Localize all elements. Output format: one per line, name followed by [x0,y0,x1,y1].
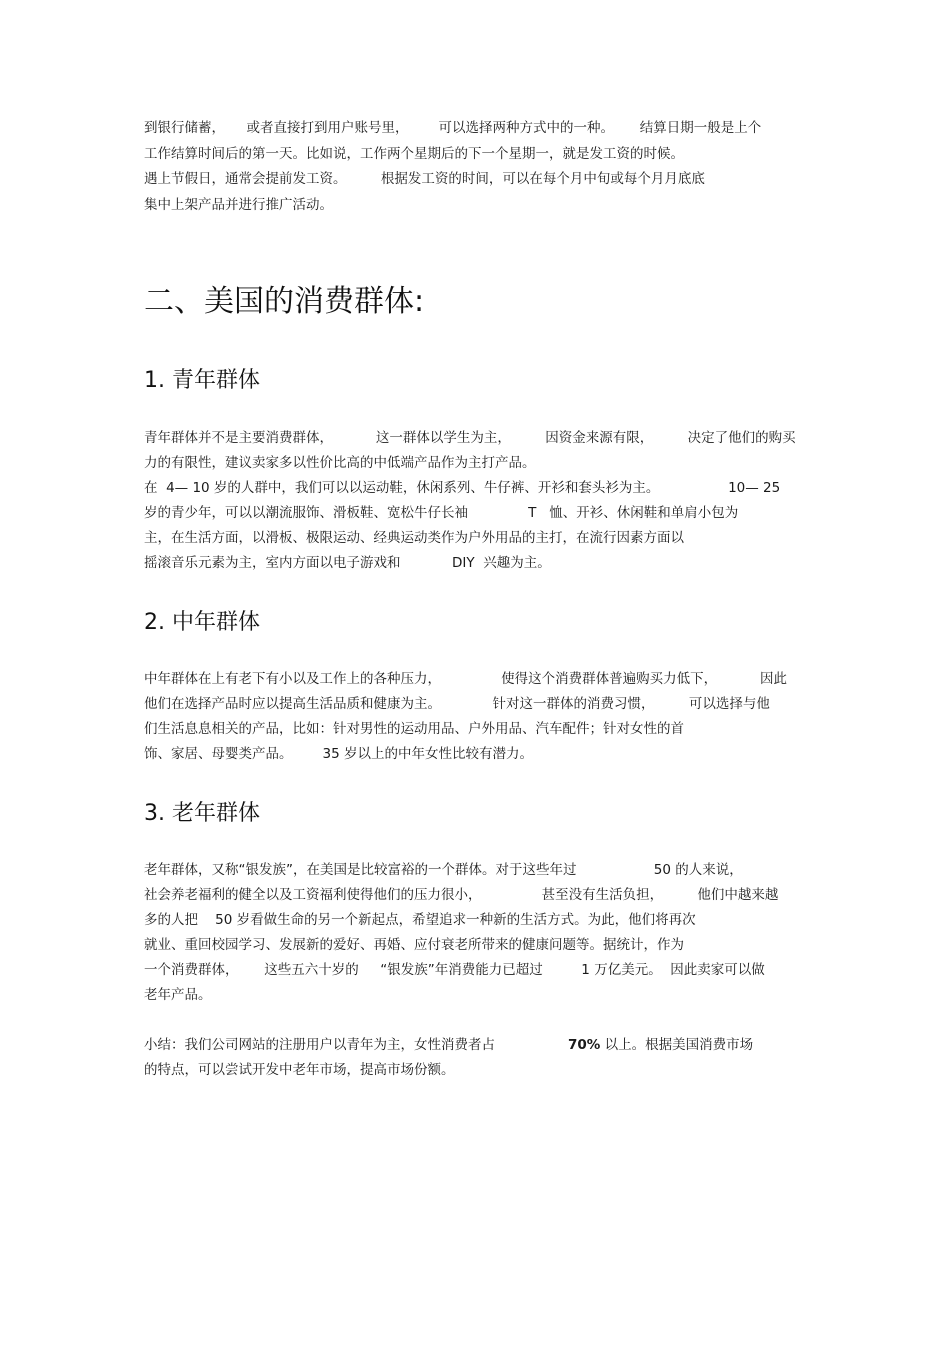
youth-line-4: 岁的青少年，可以以潮流服饰、滑板鞋、宽松牛仔长袖 T 恤、开衫、休闲鞋和单肩小包为 [144,505,739,521]
senior-line-2: 社会养老福利的健全以及工资福利使得他们的压力很小， 甚至没有生活负担， 他们中越来越 [144,887,779,903]
middle-line-1: 中年群体在上有老下有小以及工作上的各种压力， 使得这个消费群体普遍购买力低下， 因此 [144,671,787,687]
senior-line-3: 多的人把 50 岁看做生命的另一个新起点，希望追求一种新的生活方式。为此，他们将再次 [144,912,696,928]
youth-line-2: 力的有限性，建议卖家多以性价比高的中低端产品作为主打产品。 [144,455,536,471]
intro-line-4: 集中上架产品并进行推广活动。 [144,197,333,213]
middle-line-2: 他们在选择产品时应以提高生活品质和健康为主。 针对这一群体的消费习惯， 可以选择与他 [144,696,770,712]
summary-text-a: 小结：我们公司网站的注册用户以青年为主，女性消费者占 [144,1037,568,1053]
section-title: 二、美国的消费群体: [144,284,425,319]
senior-line-1: 老年群体，又称“银发族”，在美国是比较富裕的一个群体。对于这些年过 50 的人来说， [144,862,743,878]
intro-line-1: 到银行储蓄， 或者直接打到用户账号里， 可以选择两种方式中的一种。 结算日期一般是上个 [144,120,762,136]
middle-line-3: 们生活息息相关的产品，比如：针对男性的运动用品、户外用品、汽车配件；针对女性的首 [144,721,684,737]
youth-line-6: 摇滚音乐元素为主，室内方面以电子游戏和 DIY 兴趣为主。 [144,555,551,571]
intro-line-2: 工作结算时间后的第一天。比如说，工作两个星期后的下一个星期一，就是发工资的时候。 [144,146,684,162]
senior-heading: 3. 老年群体 [144,801,260,826]
youth-line-1: 青年群体并不是主要消费群体， 这一群体以学生为主， 因资金来源有限， 决定了他们的购买 [144,430,796,446]
senior-line-5: 一个消费群体， 这些五六十岁的 “银发族”年消费能力已超过 1 万亿美元。 因此卖家可以做 [144,962,765,978]
youth-heading: 1. 青年群体 [144,368,260,393]
summary-line-2: 的特点，可以尝试开发中老年市场，提高市场份额。 [144,1062,455,1078]
middle-heading: 2. 中年群体 [144,610,260,635]
summary-text-b: 以上。根据美国消费市场 [600,1037,754,1053]
summary-line-1 [144,1036,753,1054]
intro-line-3: 遇上节假日，通常会提前发工资。 根据发工资的时间，可以在每个月中旬或每个月月底底 [144,171,705,187]
youth-line-3: 在 4— 10 岁的人群中，我们可以以运动鞋，休闲系列、牛仔裤、开衫和套头衫为主。 10— 25 [144,480,781,496]
middle-line-4: 饰、家居、母婴类产品。 35 岁以上的中年女性比较有潜力。 [144,746,534,762]
senior-line-6: 老年产品。 [144,987,212,1003]
senior-line-4: 就业、重回校园学习、发展新的爱好、再婚、应付衰老所带来的健康问题等。据统计，作为 [144,937,684,953]
youth-line-5: 主，在生活方面，以滑板、极限运动、经典运动类作为户外用品的主打，在流行因素方面以 [144,530,684,546]
summary-percent: 70% [567,1037,601,1053]
